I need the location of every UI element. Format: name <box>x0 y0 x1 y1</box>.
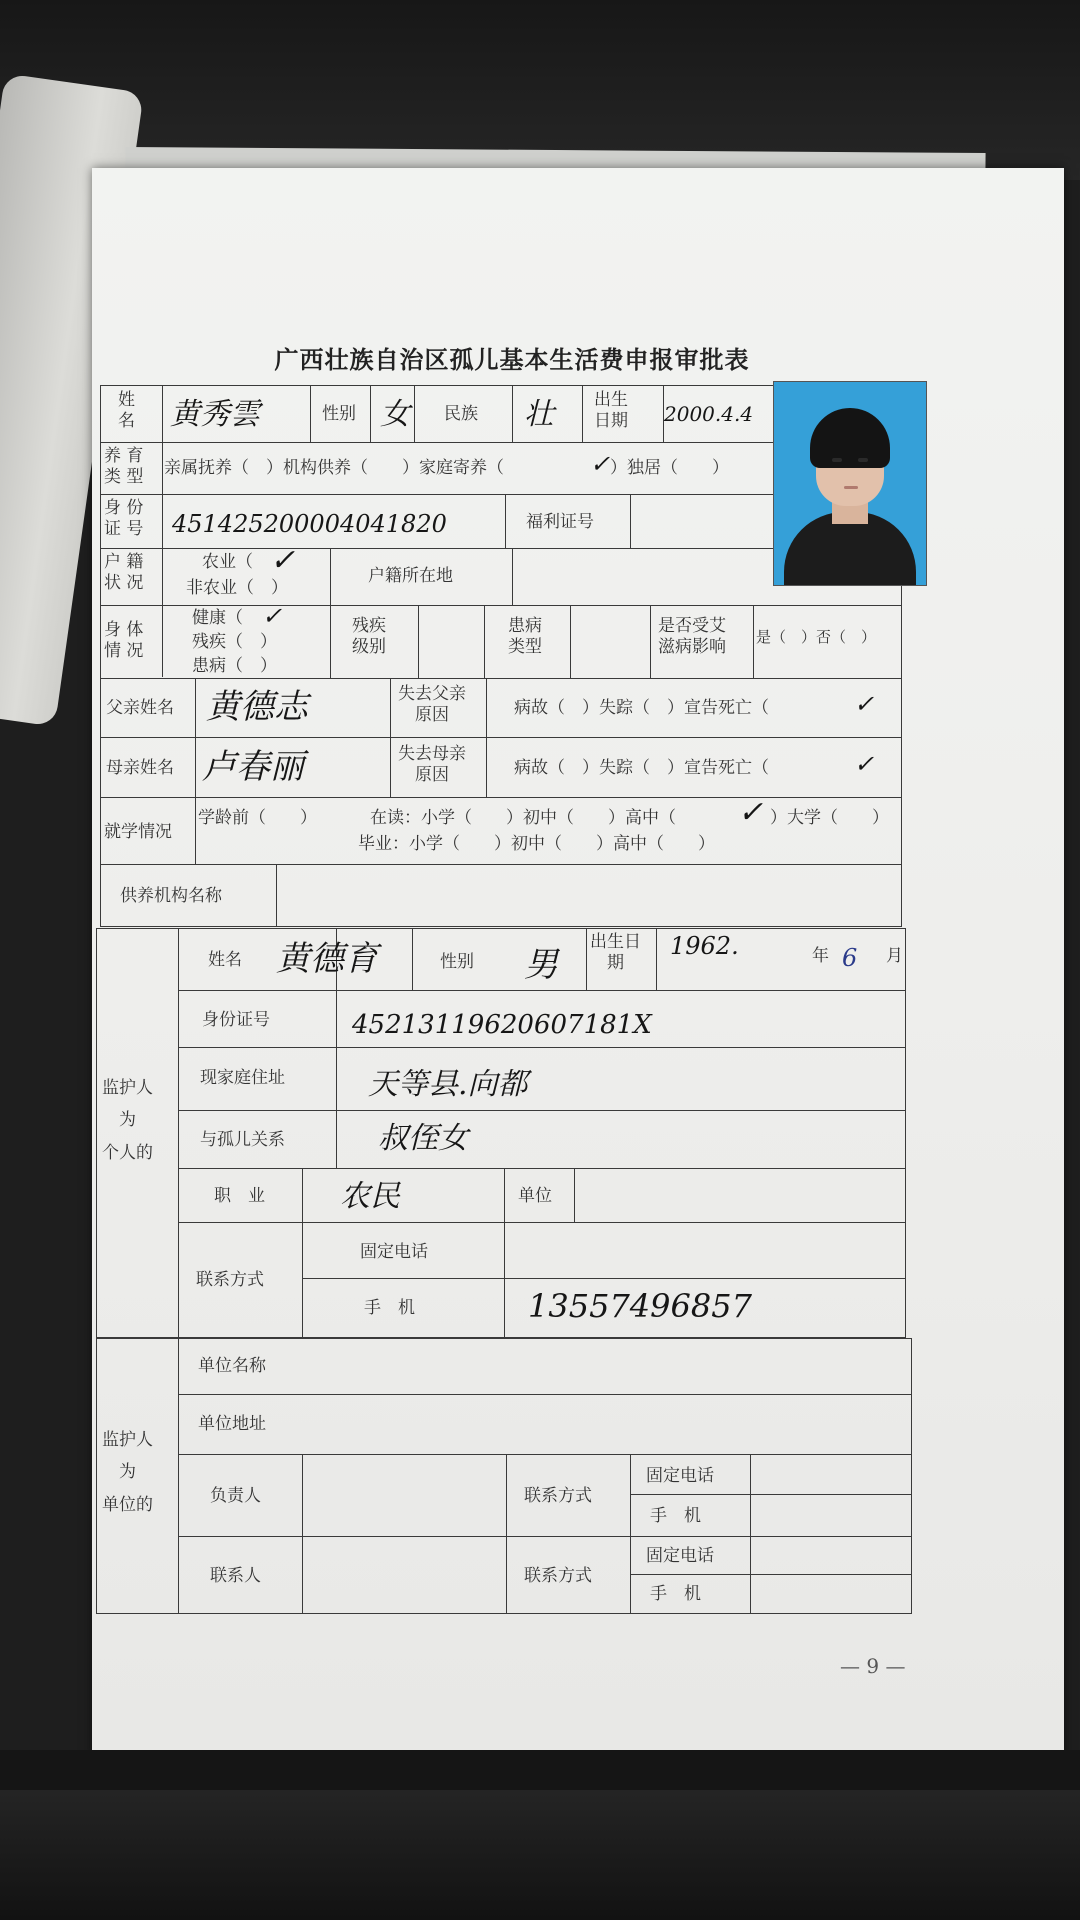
label-g-unit: 单位 <box>518 1186 552 1206</box>
hw-healthy-check: ✓ <box>262 602 283 630</box>
label-g-address: 现家庭住址 <box>200 1068 285 1088</box>
label-g-gender: 性别 <box>440 952 474 972</box>
label-g-birth: 出生日 期 <box>590 932 641 974</box>
label-year: 年 <box>812 946 829 966</box>
label-birth-date: 出生 日期 <box>594 390 628 432</box>
hw-father-name: 黄德志 <box>206 687 308 727</box>
label-g-job: 职 业 <box>214 1186 265 1206</box>
label-u-contact-2: 联系方式 <box>524 1566 592 1586</box>
label-u-contact-person: 联系人 <box>210 1566 261 1586</box>
hw-foster-check: ✓ <box>590 450 611 478</box>
form-title: 广西壮族自治区孤儿基本生活费申报审批表 <box>274 345 750 374</box>
label-u-contact-1: 联系方式 <box>524 1486 592 1506</box>
hw-birth-date: 2000.4.4 <box>664 402 754 426</box>
healthy-option: 健康（ <box>192 608 243 628</box>
label-mobile: 手 机 <box>364 1298 415 1318</box>
hw-g-id: 45213119620607181X <box>352 1010 652 1040</box>
hw-name: 黄秀雲 <box>170 397 260 432</box>
label-gender: 性别 <box>322 404 356 424</box>
hw-g-gender: 男 <box>524 945 558 985</box>
graduated-options: 毕业：小学（ ）初中（ ）高中（ ） <box>358 834 715 854</box>
hw-g-job: 农民 <box>340 1179 400 1214</box>
label-g-name: 姓名 <box>208 950 242 970</box>
label-name: 姓 名 <box>118 390 135 432</box>
hw-mother-name: 卢春丽 <box>202 747 304 787</box>
page-number: — 9 — <box>840 1654 906 1678</box>
label-landline: 固定电话 <box>360 1242 428 1262</box>
hw-g-birth-month: 6 <box>842 944 858 972</box>
label-disability-level: 残疾 级别 <box>352 616 386 658</box>
label-aids: 是否受艾 滋病影响 <box>658 616 726 658</box>
father-loss-reasons: 病故（ ）失踪（ ）宣告死亡（ <box>514 698 769 718</box>
label-household: 户 籍 状 况 <box>104 552 144 594</box>
label-guardian-unit: 监护人 为 单位的 <box>102 1430 153 1515</box>
label-mother-name: 母亲姓名 <box>106 758 174 778</box>
agri-option: 农业（ <box>202 552 253 572</box>
hw-gender: 女 <box>380 397 410 432</box>
binding-strip <box>0 1750 1080 1790</box>
hw-g-mobile: 13557496857 <box>528 1287 752 1325</box>
label-u-name: 单位名称 <box>198 1356 266 1376</box>
hw-agri-check: ✓ <box>270 543 296 578</box>
non-agri-option: 非农业（ ） <box>186 578 288 598</box>
label-upbringing-type: 养 育 类 型 <box>104 446 144 488</box>
hw-highschool-check: ✓ <box>738 795 764 830</box>
studying-tail: ）大学（ ） <box>770 808 889 828</box>
label-g-id: 身份证号 <box>202 1010 270 1030</box>
label-month: 月 <box>886 946 903 966</box>
label-g-contact: 联系方式 <box>196 1270 264 1290</box>
hw-father-death-check: ✓ <box>854 690 875 718</box>
label-household-location: 户籍所在地 <box>368 566 453 586</box>
label-u-address: 单位地址 <box>198 1414 266 1434</box>
label-education: 就学情况 <box>104 822 172 842</box>
label-lose-father: 失去父亲 原因 <box>398 684 466 726</box>
hw-ethnicity: 壮 <box>524 397 554 432</box>
label-institution: 供养机构名称 <box>120 886 222 906</box>
label-u-mobile-1: 手 机 <box>650 1506 701 1526</box>
label-illness-type: 患病 类型 <box>508 616 542 658</box>
label-u-head: 负责人 <box>210 1486 261 1506</box>
hw-id-number: 451425200004041820 <box>172 510 447 538</box>
label-lose-mother: 失去母亲 原因 <box>398 744 466 786</box>
label-ethnicity: 民族 <box>444 404 478 424</box>
upbringing-tail: ）独居（ ） <box>610 458 729 478</box>
mother-loss-reasons: 病故（ ）失踪（ ）宣告死亡（ <box>514 758 769 778</box>
sick-option: 患病（ ） <box>192 656 277 676</box>
disabled-option: 残疾（ ） <box>192 632 277 652</box>
hw-mother-death-check: ✓ <box>854 750 875 778</box>
hw-g-name: 黄德育 <box>276 939 378 979</box>
hw-g-birth-year: 1962. <box>670 932 739 960</box>
label-u-mobile-2: 手 机 <box>650 1584 701 1604</box>
label-g-relation: 与孤儿关系 <box>200 1130 285 1150</box>
aids-options: 是（ ）否（ ） <box>756 628 877 646</box>
upbringing-options: 亲属抚养（ ）机构供养（ ）家庭寄养（ <box>164 458 504 478</box>
hw-g-address: 天等县.向都 <box>368 1067 528 1102</box>
applicant-photo <box>773 381 927 586</box>
label-u-landline-2: 固定电话 <box>646 1546 714 1566</box>
label-u-landline-1: 固定电话 <box>646 1466 714 1486</box>
label-guardian-person: 监护人 为 个人的 <box>102 1078 153 1163</box>
label-id-number: 身 份 证 号 <box>104 498 144 540</box>
preschool-option: 学龄前（ ） <box>198 808 317 828</box>
label-welfare-cert: 福利证号 <box>526 512 594 532</box>
label-father-name: 父亲姓名 <box>106 698 174 718</box>
hw-g-relation: 叔侄女 <box>378 1121 468 1156</box>
label-health: 身 体 情 况 <box>104 620 144 662</box>
studying-options: 在读：小学（ ）初中（ ）高中（ <box>370 808 676 828</box>
